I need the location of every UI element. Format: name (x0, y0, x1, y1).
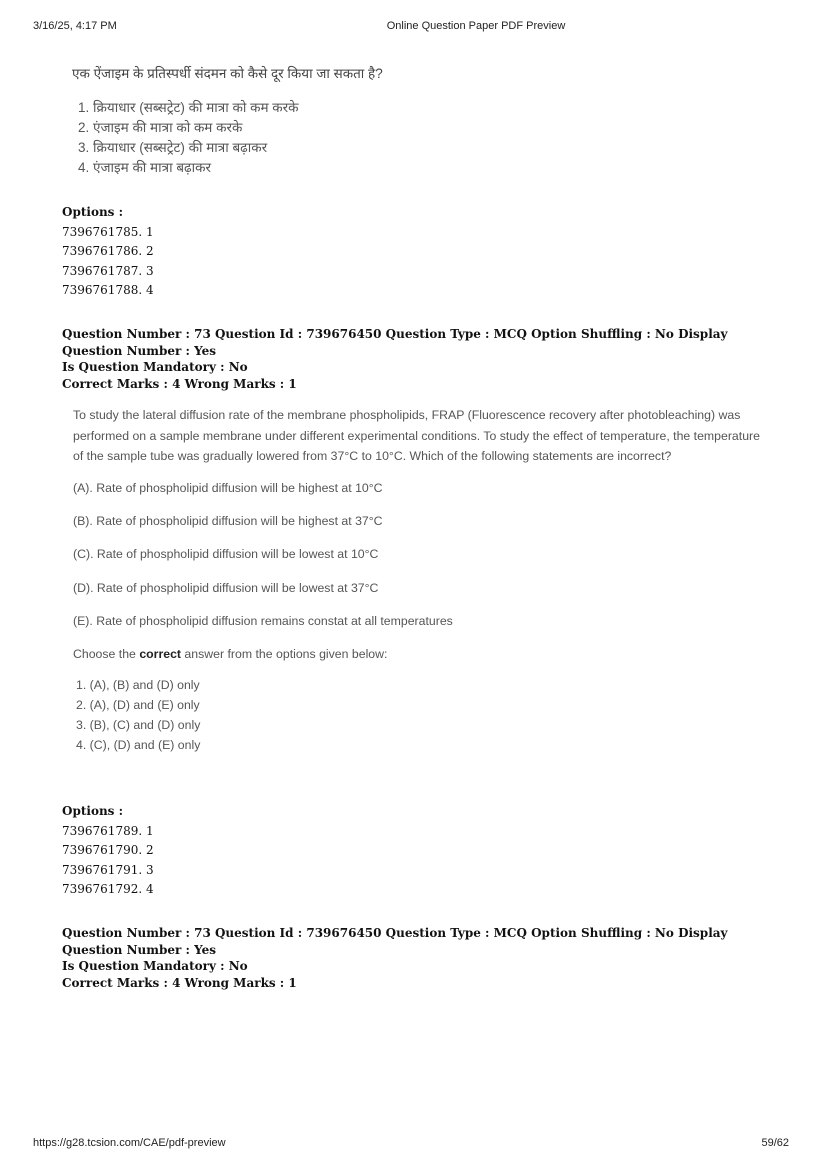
english-question-text: To study the lateral diffusion rate of the membrane phospholipids, FRAP (Fluorescence recovery after photobleaching) was performed on a sample membrane under different experimental conditions. To study the effect of temperature, the temperature of the sample tube was gradually lowered from 37°C to 10°C. Which of the following statements are incorrect? (73, 408, 760, 463)
option-id: 7396761786. 2 (62, 244, 154, 258)
question-mandatory: Is Question Mandatory : No (62, 959, 248, 973)
option-id: 7396761787. 3 (62, 263, 154, 278)
answer-option: 4. (C), (D) and (E) only (76, 738, 201, 753)
option-id: 7396761785. 1 (62, 224, 154, 239)
options-list-1 (62, 203, 154, 301)
choose-instruction: Choose the correct answer from the options given below: (73, 647, 388, 662)
answer-option: 1. (A), (B) and (D) only (76, 678, 200, 693)
option-id: 7396761792. 4 (62, 882, 154, 896)
answer-option: 2. (A), (D) and (E) only (76, 698, 200, 713)
page-url: https://g28.tcsion.com/CAE/pdf-preview (33, 1137, 226, 1149)
answer-option: 3. (B), (C) and (D) only (76, 718, 201, 733)
option-id: 7396761790. 2 (62, 843, 154, 857)
page-title: Online Question Paper PDF Preview (386, 20, 566, 32)
option-id: 7396761791. 3 (62, 862, 154, 877)
statement: (D). Rate of phospholipid diffusion will be lowest at 37°C (73, 580, 379, 595)
question-marks: Correct Marks : 4 Wrong Marks : 1 (62, 975, 297, 990)
options-list-2 (62, 802, 154, 900)
statement: (E). Rate of phospholipid diffusion remains constat at all temperatures (73, 614, 453, 629)
options-heading: Options : (62, 804, 124, 818)
question-meta-2 (62, 925, 782, 991)
hindi-option: 1. क्रियाधार (सब्सट्रेट) की मात्रा को कम करके (78, 100, 299, 115)
hindi-question-image (62, 64, 383, 178)
statement: (A). Rate of phospholipid diffusion will be highest at 10°C (73, 480, 383, 495)
question-marks: Correct Marks : 4 Wrong Marks : 1 (62, 376, 297, 391)
hindi-option: 2. एंजाइम की मात्रा को कम करके (78, 120, 243, 135)
page-number: 59/62 (761, 1137, 789, 1149)
statement: (C). Rate of phospholipid diffusion will be lowest at 10°C (73, 547, 379, 562)
question-meta-line: Question Number : 73 Question Id : 739676450 Question Type : MCQ Option Shuffling : No Display Question Number : Yes (62, 327, 728, 358)
hindi-question-text: एक ऐंजाइम के प्रतिस्पर्धी संदमन को कैसे दूर किया जा सकता है? (72, 66, 383, 81)
question-mandatory: Is Question Mandatory : No (62, 360, 248, 374)
question-meta-1 (62, 326, 782, 392)
hindi-option: 3. क्रियाधार (सब्सट्रेट) की मात्रा बढ़ाकर (78, 140, 268, 155)
options-heading: Options : (62, 205, 124, 219)
print-datetime: 3/16/25, 4:17 PM (33, 20, 117, 32)
hindi-option: 4. एंजाइम की मात्रा बढ़ाकर (78, 160, 212, 175)
choose-emphasis: correct (139, 647, 182, 662)
english-question-image (62, 405, 772, 755)
question-meta-line: Question Number : 73 Question Id : 739676450 Question Type : MCQ Option Shuffling : No Display Question Number : Yes (62, 926, 728, 957)
statement: (B). Rate of phospholipid diffusion will be highest at 37°C (73, 513, 383, 528)
option-id: 7396761789. 1 (62, 823, 154, 838)
option-id: 7396761788. 4 (62, 283, 154, 297)
